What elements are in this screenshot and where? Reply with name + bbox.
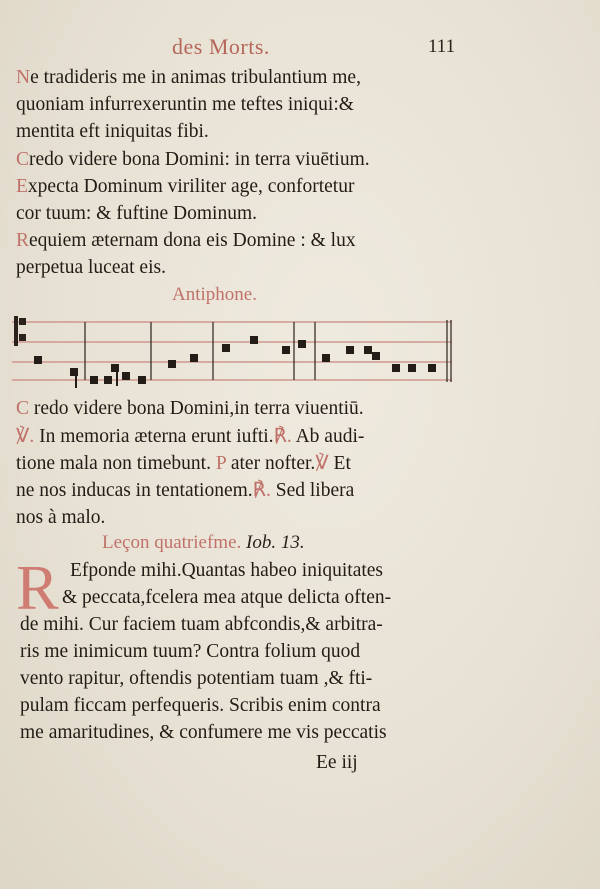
- lesson-title: Leçon quatriefme.: [102, 532, 242, 553]
- line-text: equiem æternam dona eis Domine : & lux: [29, 230, 356, 251]
- line-text: ater nofter.: [225, 453, 316, 474]
- rubric-initial: N: [16, 67, 31, 88]
- line-text: Ab audi-: [291, 426, 365, 447]
- rubric-initial: R: [16, 230, 30, 251]
- text-line: [16, 66, 361, 90]
- signature-mark: Ee iij: [316, 752, 358, 773]
- line-text: xpecta Dominum viriliter age, confortetur: [27, 176, 355, 197]
- rubric-initial: P: [215, 453, 226, 474]
- text-line: pulam ficcam perfequeris. Scribis enim contra: [20, 695, 381, 716]
- text-line: [16, 175, 354, 199]
- text-line: [16, 148, 370, 172]
- text-line: [16, 256, 166, 280]
- line-text: perpetua luceat eis.: [16, 257, 166, 278]
- drop-capital: R: [16, 552, 59, 623]
- text-line: [16, 120, 209, 144]
- text-line: me amaritudines, & confumere me vis peccatis: [20, 722, 387, 743]
- text-line: vento rapitur, oftendis potentiam tuam ,& fti-: [20, 668, 373, 689]
- line-text: quoniam infurrexeruntin me teftes iniqui:&: [16, 94, 354, 115]
- running-title: des Morts.: [172, 34, 270, 59]
- text-line: de mihi. Cur faciem tuam abfcondis,& arbitra-: [20, 614, 383, 635]
- response-mark: ℟.: [273, 426, 292, 447]
- text-line: [16, 202, 257, 226]
- text-line: [16, 397, 364, 421]
- line-text: nos à malo.: [16, 507, 106, 528]
- bar-lines: [85, 320, 451, 382]
- text-line: [16, 425, 364, 449]
- versicle-mark: ℣: [315, 453, 329, 474]
- chant-staff: [10, 314, 454, 394]
- rubric-initial: E: [16, 176, 28, 197]
- line-text: tione mala non timebunt.: [16, 453, 216, 474]
- line-text: e tradideris me in animas tribulantium me,: [30, 67, 361, 88]
- page-number: 111: [428, 36, 456, 57]
- text-line: [16, 93, 354, 117]
- line-text: redo videre bona Domini,in terra viuentiū.: [29, 398, 364, 419]
- lesson-heading: [102, 532, 305, 554]
- response-mark: ℟.: [252, 480, 271, 501]
- text-line: [16, 229, 356, 253]
- rubric-initial: C: [16, 398, 30, 419]
- antiphon-heading: Antiphone.: [172, 284, 257, 305]
- text-line: & peccata,fcelera mea atque delicta often-: [62, 587, 392, 608]
- line-text: Et: [328, 453, 351, 474]
- line-text: In memoria æterna erunt iufti.: [34, 426, 274, 447]
- line-text: ne nos inducas in tentationem.: [16, 480, 253, 501]
- text-line: [16, 479, 354, 503]
- page-header: [0, 34, 600, 64]
- text-line: ris me inimicum tuum? Contra folium quod: [20, 641, 361, 662]
- line-text: Sed libera: [270, 480, 355, 501]
- line-text: mentita eft iniquitas fibi.: [16, 121, 209, 142]
- rubric-initial: C: [16, 149, 30, 170]
- text-line: [16, 452, 351, 476]
- text-line: Efponde mihi.Quantas habeo iniquitates: [70, 560, 384, 581]
- text-line: [16, 506, 105, 530]
- line-text: redo videre bona Domini: in terra viuētium.: [29, 149, 370, 170]
- versicle-mark: ℣.: [16, 426, 35, 447]
- line-text: cor tuum: & fuftine Dominum.: [16, 203, 258, 224]
- lesson-citation: Iob. 13.: [246, 532, 305, 553]
